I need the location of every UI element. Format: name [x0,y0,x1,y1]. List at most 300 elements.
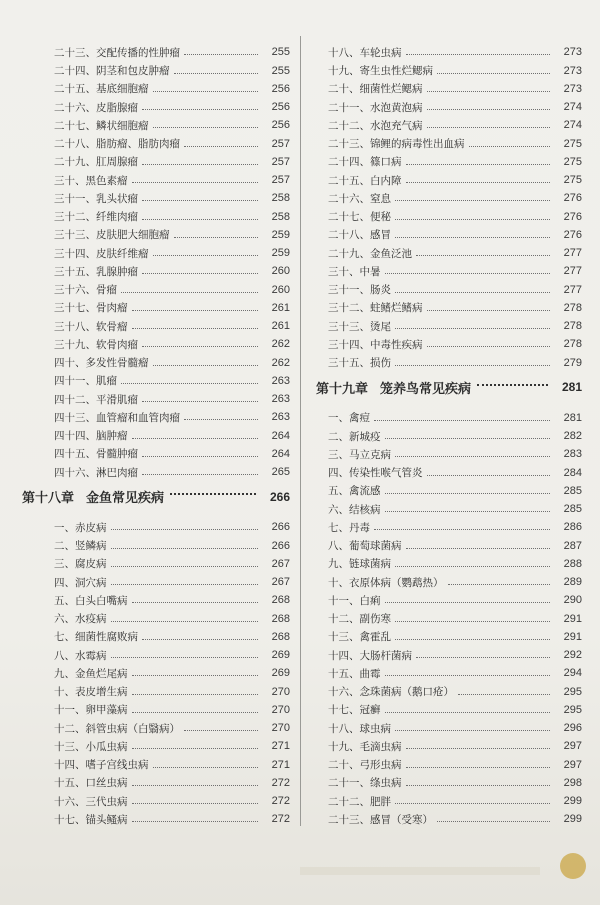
toc-entry-label: 十三、禽霍乱 [328,631,391,644]
chapter-heading-18[interactable] [18,478,290,515]
toc-entry-page: 270 [271,722,290,734]
toc-entry-page: 273 [563,46,582,59]
toc-entry-label: 二十五、基底细胞瘤 [54,83,149,96]
toc-entry-label: 二十三、交配传播的性肿瘤 [54,46,180,59]
toc-entry[interactable] [312,241,582,259]
leader-dots [385,438,551,439]
toc-entry[interactable] [312,259,582,277]
toc-entry-label: 二十二、肥胖 [328,795,391,808]
toc-entry[interactable] [18,113,290,131]
leader-dots [132,328,259,329]
leader-dots [385,511,551,512]
toc-entry[interactable] [18,405,290,423]
toc-entry-label: 二十一、水泡黄泡病 [328,101,423,114]
toc-entry-label: 三十六、骨瘤 [54,284,117,296]
toc-entry-label: 四十三、血管瘤和血管肉瘤 [54,411,180,424]
toc-entry-label: 三十一、乳头状瘤 [54,192,138,205]
leader-dots [437,821,550,822]
toc-entry[interactable] [18,679,290,697]
leader-dots [142,346,258,347]
toc-entry-label: 四十六、淋巴肉瘤 [54,466,138,479]
toc-entry-page: 261 [271,301,290,314]
leader-dots [406,767,551,768]
leader-dots [395,328,550,329]
toc-entry-label: 十八、车轮虫病 [328,46,402,59]
toc-entry[interactable] [18,277,290,295]
toc-entry-label: 十二、副伤寒 [328,613,391,625]
toc-entry-label: 六、结核病 [328,503,381,516]
toc-entry[interactable] [312,552,582,570]
left-column [18,40,290,825]
leader-dots [374,420,550,421]
leader-dots [385,712,551,713]
leader-dots [132,712,259,713]
leader-dots [142,109,258,110]
leader-dots [184,54,258,55]
toc-entry[interactable] [312,442,582,460]
toc-entry-label: 三十二、纤维肉瘤 [54,211,138,223]
toc-entry-page: 297 [563,758,582,771]
toc-entry-page: 274 [563,101,582,113]
toc-entry[interactable] [18,752,290,770]
leader-dots [406,164,551,165]
toc-entry-page: 269 [271,649,290,661]
toc-entry-page: 276 [563,228,582,241]
toc-entry-label: 二十七、便秘 [328,211,391,223]
toc-entry[interactable] [312,789,582,807]
toc-entry[interactable] [18,789,290,807]
toc-entry-page: 256 [271,82,290,95]
leader-dots [448,584,551,585]
toc-entry-label: 十九、寄生虫性烂鳃病 [328,65,433,77]
toc-entry-page: 298 [563,776,582,789]
toc-entry-page: 263 [271,393,290,405]
toc-entry-page: 283 [563,448,582,461]
leader-dots [395,639,550,640]
leader-dots [427,310,551,311]
toc-entry-label: 四十四、脑肿瘤 [54,430,128,442]
leader-dots [111,529,259,530]
toc-entry-label: 五、禽流感 [328,485,381,498]
toc-entry[interactable] [18,186,290,204]
toc-entry-label: 三十、中暑 [328,265,381,278]
toc-entry-page: 290 [563,594,582,607]
toc-entry-label: 三十八、软骨瘤 [54,320,128,333]
toc-entry-label: 十四、嗜子宫线虫病 [54,759,149,771]
leader-dots [121,383,258,384]
chapter-title: 金鱼常见疾病 [86,491,165,506]
leader-dots [406,748,551,749]
leader-dots [142,164,258,165]
toc-entry-page: 258 [271,210,290,223]
toc-entry-page: 284 [563,466,582,479]
toc-entry-page: 291 [563,612,582,625]
toc-entry-page: 273 [563,82,582,95]
leader-dots [111,566,259,567]
leader-dots [395,237,550,238]
toc-entry[interactable] [18,460,290,478]
leader-dots [142,219,258,220]
toc-entry-page: 256 [271,119,290,132]
leader-dots [170,493,256,495]
toc-entry[interactable] [312,807,582,825]
toc-entry-label: 七、细菌性腐败病 [54,631,138,644]
leader-dots [132,748,259,749]
toc-entry[interactable] [18,423,290,441]
toc-entry[interactable] [18,314,290,332]
toc-entry[interactable] [312,296,582,314]
toc-entry[interactable] [18,570,290,588]
toc-entry[interactable] [18,259,290,277]
toc-entry-page: 261 [271,320,290,332]
toc-entry-label: 三十四、中毒性疾病 [328,338,423,351]
toc-entry-label: 一、禽痘 [328,412,370,425]
toc-entry-label: 二十四、篠口病 [328,156,402,169]
leader-dots [132,803,259,804]
toc-entry[interactable] [312,223,582,241]
toc-entry-page: 273 [563,64,582,77]
toc-entry-page: 281 [563,411,582,424]
leader-dots [395,219,550,220]
toc-entry-page: 299 [563,795,582,807]
leader-dots [385,675,551,676]
leader-dots [427,91,551,92]
toc-entry-page: 266 [271,539,290,552]
toc-entry[interactable] [312,606,582,624]
toc-entry[interactable] [312,113,582,131]
toc-entry-page: 292 [563,649,582,661]
toc-entry-page: 285 [563,503,582,515]
toc-entry-page: 259 [271,228,290,241]
toc-entry-label: 二十七、鳞状细胞瘤 [54,119,149,132]
toc-entry[interactable] [312,734,582,752]
toc-entry-page: 275 [563,155,582,168]
toc-entry[interactable] [312,497,582,515]
toc-entry-page: 272 [271,776,290,789]
chapter-number: 第十九章 [316,381,369,397]
toc-entry-page: 267 [271,576,290,588]
toc-entry[interactable] [312,332,582,350]
toc-entry-page: 257 [271,155,290,168]
toc-entry[interactable] [312,460,582,478]
toc-entry-page: 278 [563,301,582,314]
toc-entry[interactable] [18,807,290,825]
toc-entry[interactable] [312,277,582,295]
leader-dots [132,438,259,439]
leader-dots [111,548,259,549]
toc-entry[interactable] [18,131,290,149]
toc-entry-label: 十六、念珠菌病（鹅口疮） [328,686,454,698]
leader-dots [184,146,258,147]
toc-entry[interactable] [18,698,290,716]
toc-entry-page: 257 [271,137,290,150]
toc-entry[interactable] [18,442,290,460]
toc-entry-page: 267 [271,557,290,570]
toc-entry-label: 三十五、乳腺肿瘤 [54,265,138,278]
toc-entry-label: 十七、锚头鳋病 [54,813,128,826]
toc-entry[interactable] [18,771,290,789]
toc-entry-page: 271 [271,740,290,753]
toc-entry-page: 275 [563,174,582,186]
leader-dots [142,200,258,201]
toc-entry[interactable] [18,533,290,551]
toc-entry-page: 286 [563,521,582,534]
toc-entry[interactable] [18,332,290,350]
page-logo-icon [560,853,586,879]
toc-entry-page: 257 [271,174,290,186]
leader-dots [132,310,259,311]
leader-dots [184,419,258,420]
toc-entry-label: 三十三、皮肤肥大细胞瘤 [54,229,170,242]
toc-entry-page: 296 [563,722,582,734]
toc-entry-page: 275 [563,137,582,150]
toc-entry-page: 265 [271,466,290,478]
leader-dots [385,602,551,603]
toc-entry-page: 295 [563,685,582,698]
leader-dots [458,694,550,695]
toc-entry-label: 十七、冠癣 [328,704,381,717]
toc-entry[interactable] [18,168,290,186]
toc-entry-page: 268 [271,594,290,607]
toc-entry-label: 二十八、感冒 [328,229,391,242]
toc-entry-page: 255 [271,46,290,59]
toc-entry-page: 266 [271,521,290,534]
leader-dots [132,821,259,822]
toc-entry[interactable] [18,77,290,95]
toc-entry-label: 二、竖鳞病 [54,540,107,552]
chapter-page: 281 [561,380,582,394]
toc-entry[interactable] [312,716,582,734]
toc-entry-label: 四十、多发性骨髓瘤 [54,357,149,369]
toc-entry[interactable] [312,150,582,168]
toc-entry-label: 六、水疫病 [54,613,107,625]
toc-entry-label: 二十六、皮脂腺瘤 [54,101,138,114]
leader-dots [406,54,551,55]
toc-entry[interactable] [312,515,582,533]
toc-entry-page: 278 [563,320,582,332]
toc-entry-label: 四、传染性喉气管炎 [328,467,423,479]
toc-entry[interactable] [18,204,290,222]
toc-entry[interactable] [312,424,582,442]
toc-entry-label: 十、衣原体病（鹦鹉热） [328,576,444,589]
toc-entry[interactable] [312,58,582,76]
toc-entry[interactable] [312,570,582,588]
chapter-heading-19[interactable] [312,369,582,406]
toc-entry[interactable] [18,606,290,624]
toc-entry-page: 272 [271,795,290,807]
toc-entry-label: 三十四、皮肤纤维瘤 [54,247,149,260]
leader-dots [395,200,550,201]
toc-entry[interactable] [18,515,290,533]
leader-dots [153,365,259,366]
leader-dots [406,182,551,183]
toc-entry[interactable] [18,95,290,113]
toc-entry[interactable] [18,150,290,168]
toc-entry-page: 269 [271,667,290,680]
leader-dots [427,127,551,128]
toc-entry-label: 十一、白痢 [328,594,381,607]
toc-entry[interactable] [312,698,582,716]
toc-entry[interactable] [312,77,582,95]
toc-entry-page: 297 [563,740,582,753]
toc-entry-page: 268 [271,630,290,643]
toc-entry-label: 三十三、烫尾 [328,320,391,333]
leader-dots [395,292,550,293]
leader-dots [477,384,548,386]
toc-entry-page: 262 [271,356,290,369]
toc-entry[interactable] [18,241,290,259]
toc-entry[interactable] [312,533,582,551]
leader-dots [374,529,550,530]
leader-dots [395,621,550,622]
leader-dots [174,73,259,74]
toc-entry-page: 260 [271,265,290,278]
toc-entry[interactable] [18,552,290,570]
leader-dots [395,365,550,366]
toc-entry[interactable] [312,752,582,770]
toc-entry[interactable] [312,588,582,606]
left-entries-top [18,40,290,478]
toc-entry-label: 二十九、肛周腺瘤 [54,156,138,169]
toc-entry-label: 二十六、窒息 [328,192,391,205]
toc-entry-page: 271 [271,758,290,771]
leader-dots [416,657,550,658]
toc-entry[interactable] [18,716,290,734]
toc-entry-page: 291 [563,630,582,643]
toc-entry[interactable] [18,625,290,643]
toc-entry[interactable] [18,58,290,76]
leader-dots [395,730,550,731]
toc-entry-label: 十一、卵甲藻病 [54,704,128,717]
toc-entry-label: 九、链球菌病 [328,558,391,571]
toc-entry[interactable] [312,314,582,332]
toc-entry[interactable] [18,369,290,387]
leader-dots [406,785,551,786]
toc-entry-label: 二十三、锦鲤的病毒性出血病 [328,138,465,150]
leader-dots [184,730,258,731]
toc-entry[interactable] [18,40,290,58]
toc-entry[interactable] [312,40,582,58]
toc-entry-label: 四十一、肌瘤 [54,375,117,388]
toc-entry-page: 299 [563,813,582,826]
toc-entry[interactable] [312,679,582,697]
toc-entry[interactable] [312,479,582,497]
toc-entry-page: 276 [563,192,582,205]
toc-entry[interactable] [312,95,582,113]
toc-entry[interactable] [18,643,290,661]
toc-entry-label: 四十五、骨髓肿瘤 [54,448,138,461]
leader-dots [427,346,551,347]
leader-dots [395,456,550,457]
toc-entry-page: 268 [271,612,290,625]
leader-dots [132,182,259,183]
toc-entry-label: 二、新城疫 [328,430,381,443]
toc-entry-page: 278 [563,338,582,351]
toc-entry-label: 二十、弓形虫病 [328,759,402,771]
leader-dots [142,401,258,402]
toc-entry-page: 264 [271,447,290,460]
toc-entry-page: 263 [271,374,290,387]
toc-entry[interactable] [18,387,290,405]
toc-entry-label: 三十二、蛀鳍烂鳍病 [328,302,423,315]
chapter-title: 笼养鸟常见疾病 [380,381,472,397]
toc-entry[interactable] [312,204,582,222]
column-divider [300,36,301,826]
toc-entry[interactable] [312,625,582,643]
toc-entry[interactable] [312,771,582,789]
toc-entry-label: 十六、三代虫病 [54,795,128,808]
toc-entry[interactable] [312,643,582,661]
toc-entry[interactable] [18,588,290,606]
toc-entry-page: 295 [563,703,582,716]
toc-entry-label: 二十三、感冒（受寒） [328,813,433,826]
toc-entry-label: 三、腐皮病 [54,558,107,571]
toc-entry-label: 二十八、脂肪瘤、脂肪肉瘤 [54,138,180,150]
toc-entry[interactable] [18,350,290,368]
toc-entry[interactable] [312,186,582,204]
toc-entry[interactable] [18,661,290,679]
toc-entry-label: 二十二、水泡充气病 [328,119,423,132]
leader-dots [111,657,259,658]
toc-entry[interactable] [312,350,582,368]
toc-entry-label: 二十四、阴茎和包皮肿瘤 [54,65,170,77]
toc-entry[interactable] [312,406,582,424]
toc-entry-page: 279 [563,356,582,369]
toc-entry-page: 256 [271,101,290,113]
toc-entry[interactable] [18,296,290,314]
leader-dots [427,475,551,476]
leader-dots [132,602,259,603]
leader-dots [385,273,551,274]
leader-dots [132,675,259,676]
toc-entry-page: 288 [563,557,582,570]
toc-entry-label: 九、金鱼烂尾病 [54,667,128,680]
toc-entry-label: 三十五、损伤 [328,357,391,369]
toc-entry-page: 289 [563,576,582,588]
toc-entry[interactable] [312,168,582,186]
toc-entry-label: 十四、大肠杆菌病 [328,649,412,662]
leader-dots [174,237,259,238]
leader-dots [111,621,259,622]
toc-entry-page: 255 [271,64,290,77]
leader-dots [395,566,550,567]
leader-dots [469,146,551,147]
leader-dots [142,273,258,274]
toc-entry[interactable] [312,131,582,149]
toc-entry-label: 八、葡萄球菌病 [328,540,402,552]
leader-dots [416,255,550,256]
toc-entry-label: 四十二、平滑肌瘤 [54,393,138,406]
toc-entry[interactable] [312,661,582,679]
toc-entry-label: 十二、斜管虫病（白翳病） [54,722,180,735]
toc-entry[interactable] [18,223,290,241]
leader-dots [132,694,259,695]
leader-dots [111,584,259,585]
toc-entry-label: 七、丹毒 [328,521,370,534]
toc-entry-page: 272 [271,813,290,826]
toc-entry-page: 259 [271,247,290,259]
toc-entry-page: 294 [563,667,582,680]
toc-entry-page: 277 [563,265,582,278]
toc-entry-label: 四、洞穴病 [54,576,107,589]
leader-dots [406,548,551,549]
toc-entry-label: 三十、黑色素瘤 [54,174,128,187]
toc-entry[interactable] [18,734,290,752]
toc-entry-label: 一、赤皮病 [54,521,107,534]
chapter-number: 第十八章 [22,491,75,506]
toc-entry-label: 二十一、绦虫病 [328,777,402,790]
toc-entry-page: 276 [563,210,582,223]
